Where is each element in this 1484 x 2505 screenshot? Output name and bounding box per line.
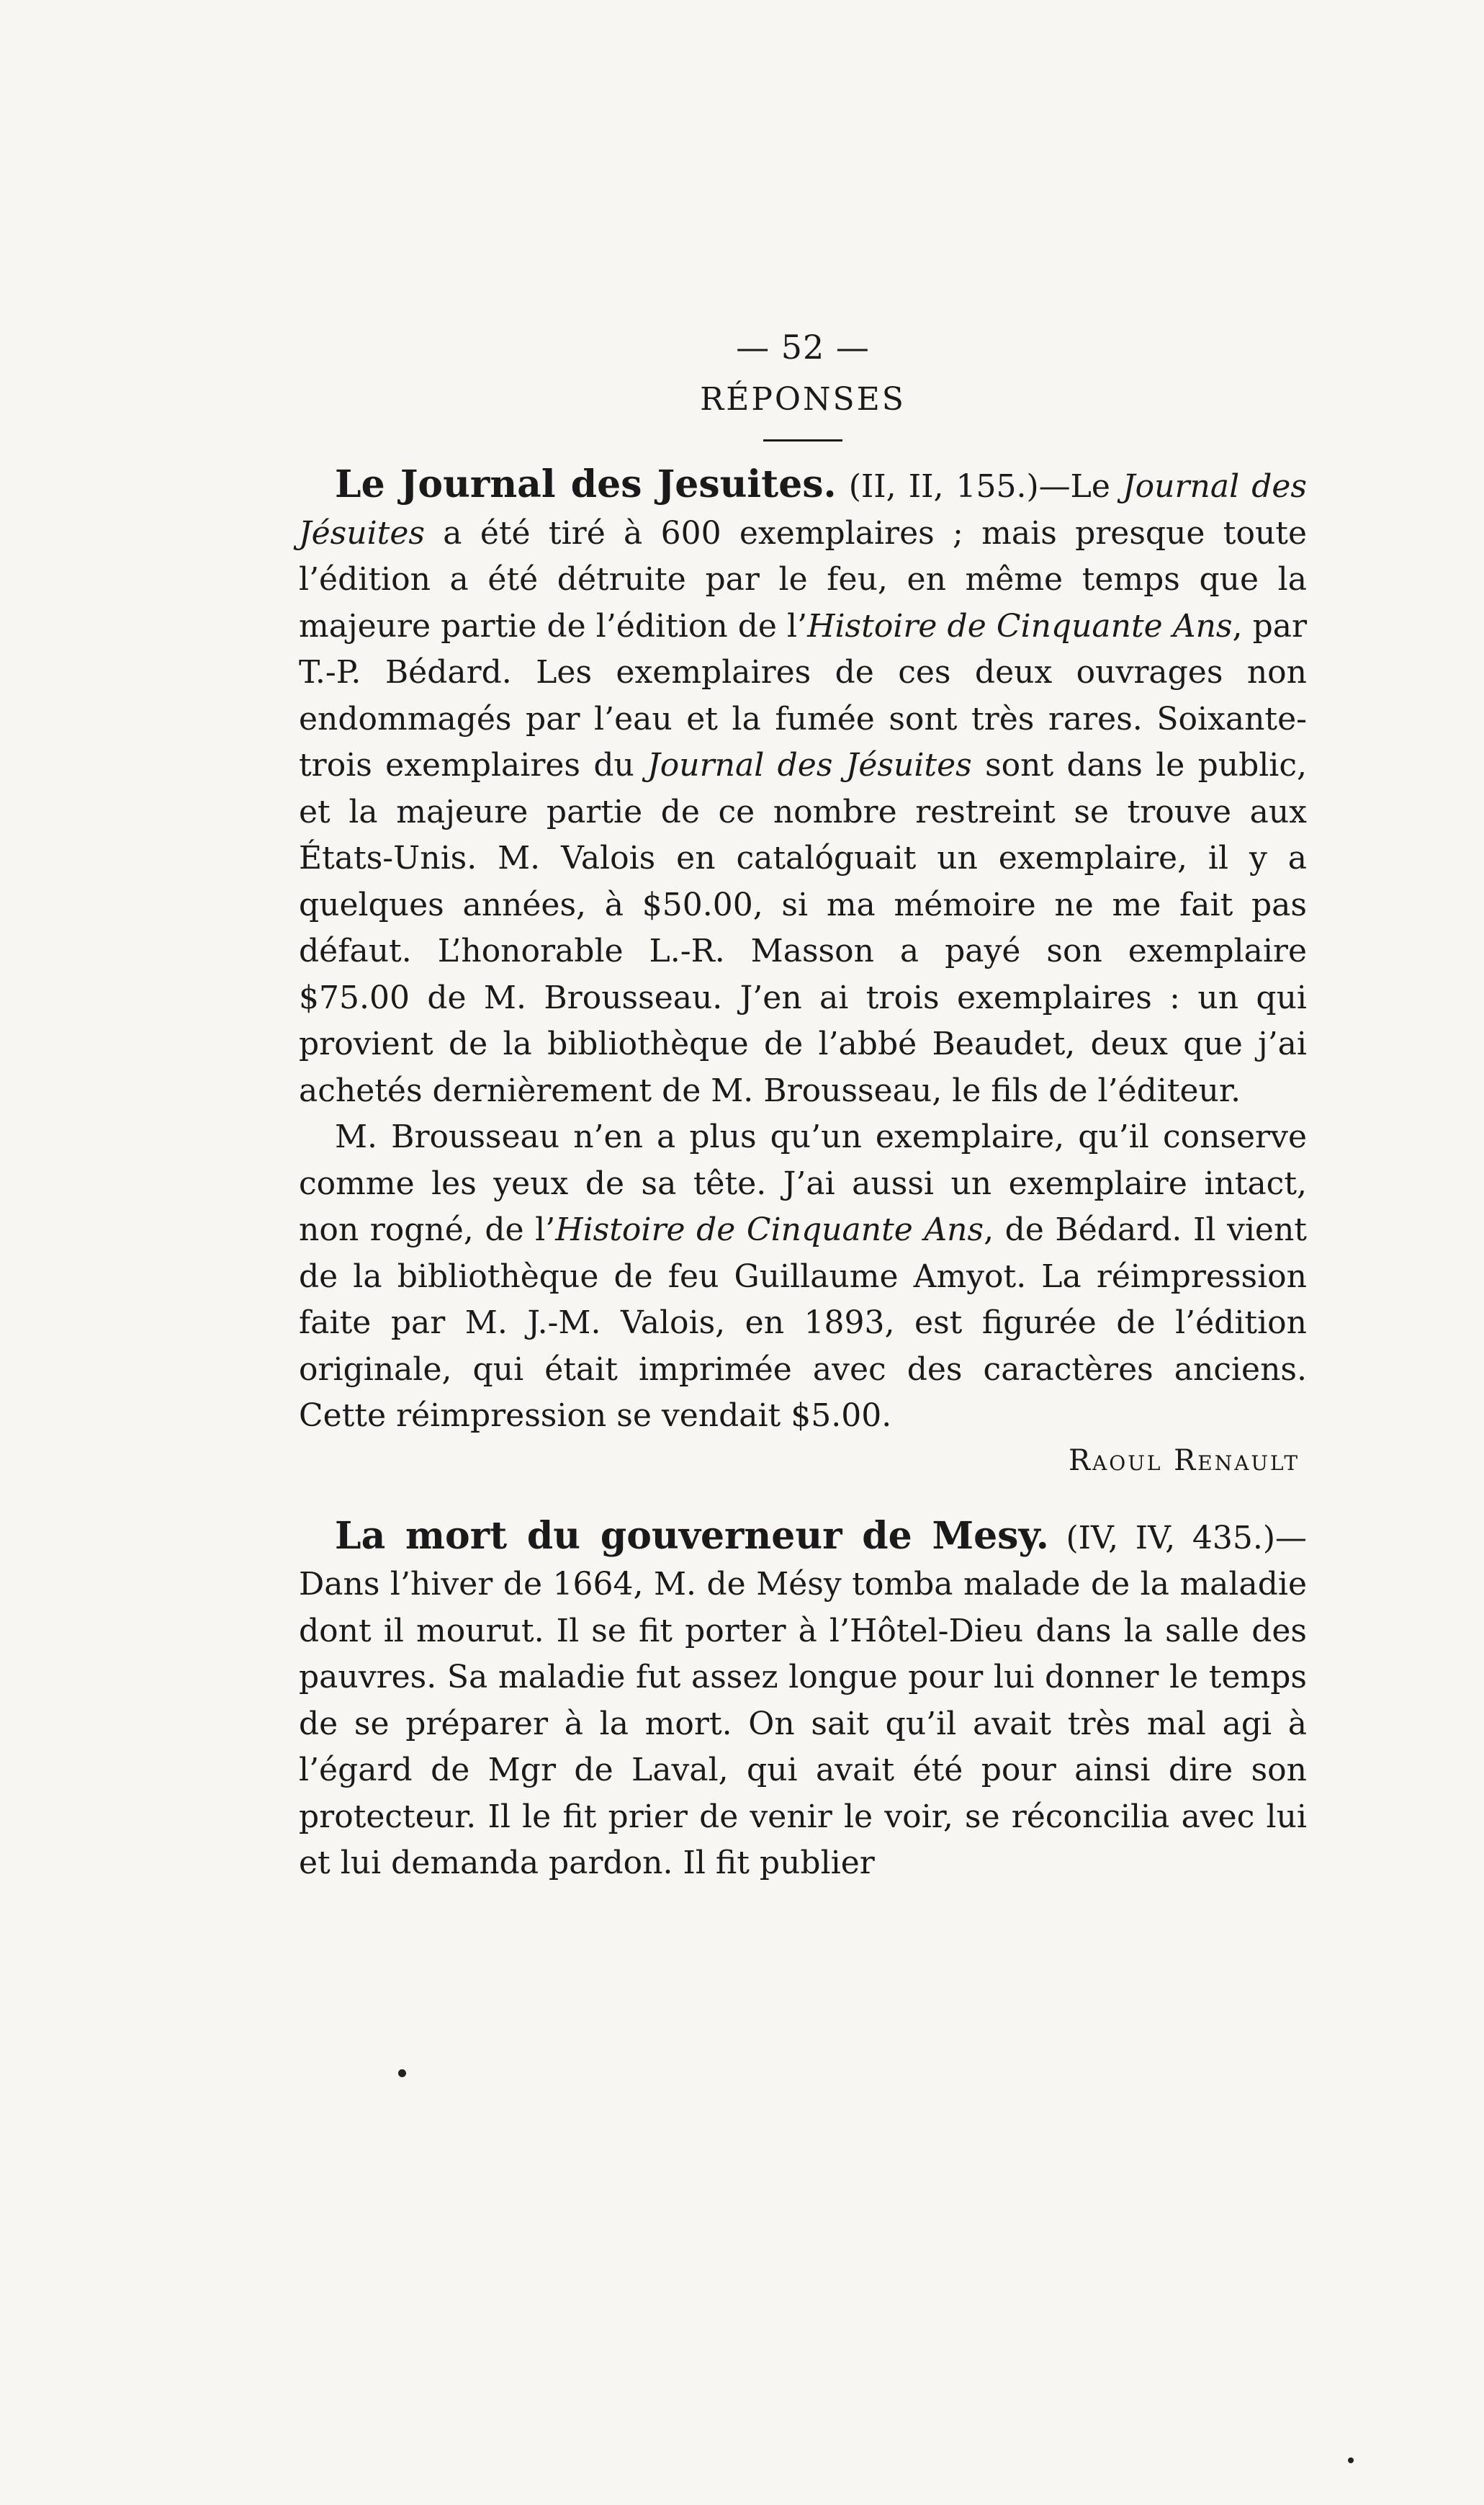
ink-speck [398,2069,406,2077]
paragraph-text: M. Brousseau n’en a plus qu’un exemplaire, qu’il conserve comme les yeux de sa tête. J’ai aussi un exemplaire intact, non rogné, de l’ [299,1119,1307,1248]
page-number: — 52 — [736,328,870,367]
page-content [299,328,1307,1887]
article-paragraph [299,1114,1307,1440]
article-signature: Raoul Renault [1068,1443,1300,1477]
article-mort-mesy [299,1513,1307,1887]
italic-title: Histoire de Cinquante Ans [555,1211,984,1248]
italic-title: Journal des Jésuites [299,468,1307,552]
paragraph-text: a été tiré à 600 exemplaires ; mais presque toute l’édition a été détruite par le feu, en même temps que la majeure partie de l’édition de l’ [299,514,1307,645]
article-title: La mort du gouverneur de Mesy. [335,1513,1049,1558]
section-heading: RÉPONSES [700,381,906,418]
article-paragraph [299,462,1307,1114]
italic-title: Journal des Jésuites [647,747,972,784]
paragraph-text: , par T.-P. Bédard. Les exemplaires de ces deux ouvrages non endommagés par l’eau et la fumée sont très rares. Soixante-trois exemplaires du [299,607,1308,784]
article-paragraph [299,1513,1307,1887]
paragraph-text: Dans l’hiver de 1664, M. de Mésy tomba malade de la maladie dont il mourut. Il se fit porter à l’Hôtel-Dieu dans la salle des pauvres. Sa maladie fut assez longue pour lui donner le temps de se préparer à la mort. On sait qu’il avait très mal agi à l’égard de Mgr de Laval, qui avait été pour ainsi dire son protecteur. Il le fit prier de venir le voir, se réconcilia avec lui et lui demanda pardon. Il fit publier [299,1566,1307,1881]
ink-speck [1348,2457,1354,2463]
heading-rule [763,439,842,442]
article-journal-jesuites [299,462,1307,1477]
article-reference: (IV, IV, 435.)— [1048,1519,1307,1556]
article-title: Le Journal des Jesuites. [335,462,837,506]
article-reference: (II, II, 155.)—Le [848,468,1123,505]
italic-title: Histoire de Cinquante Ans [807,607,1233,645]
paragraph-text: , de Bédard. Il vient de la bibliothèque de feu Guillaume Amyot. La réimpression faite par M. J.-M. Valois, en 1893, est figurée de l’édition originale, qui était imprimée avec des caractères anciens. Cette réimpression se vendait $5.00. [299,1211,1307,1434]
paragraph-text: sont dans le public, et la majeure partie de ce nombre restreint se trouve aux États-Unis. M. Valois en catalóguait un exemplaire, il y a quelques années, à $50.00, si ma mémoire ne me fait pas défaut. L’honorable L.-R. Masson a payé son exemplaire $75.00 de M. Brousseau. J’en ai trois exemplaires : un qui provient de la bibliothèque de l’abbé Beaudet, deux que j’ai achetés dernièrement de M. Brousseau, le fils de l’éditeur. [299,747,1308,1109]
